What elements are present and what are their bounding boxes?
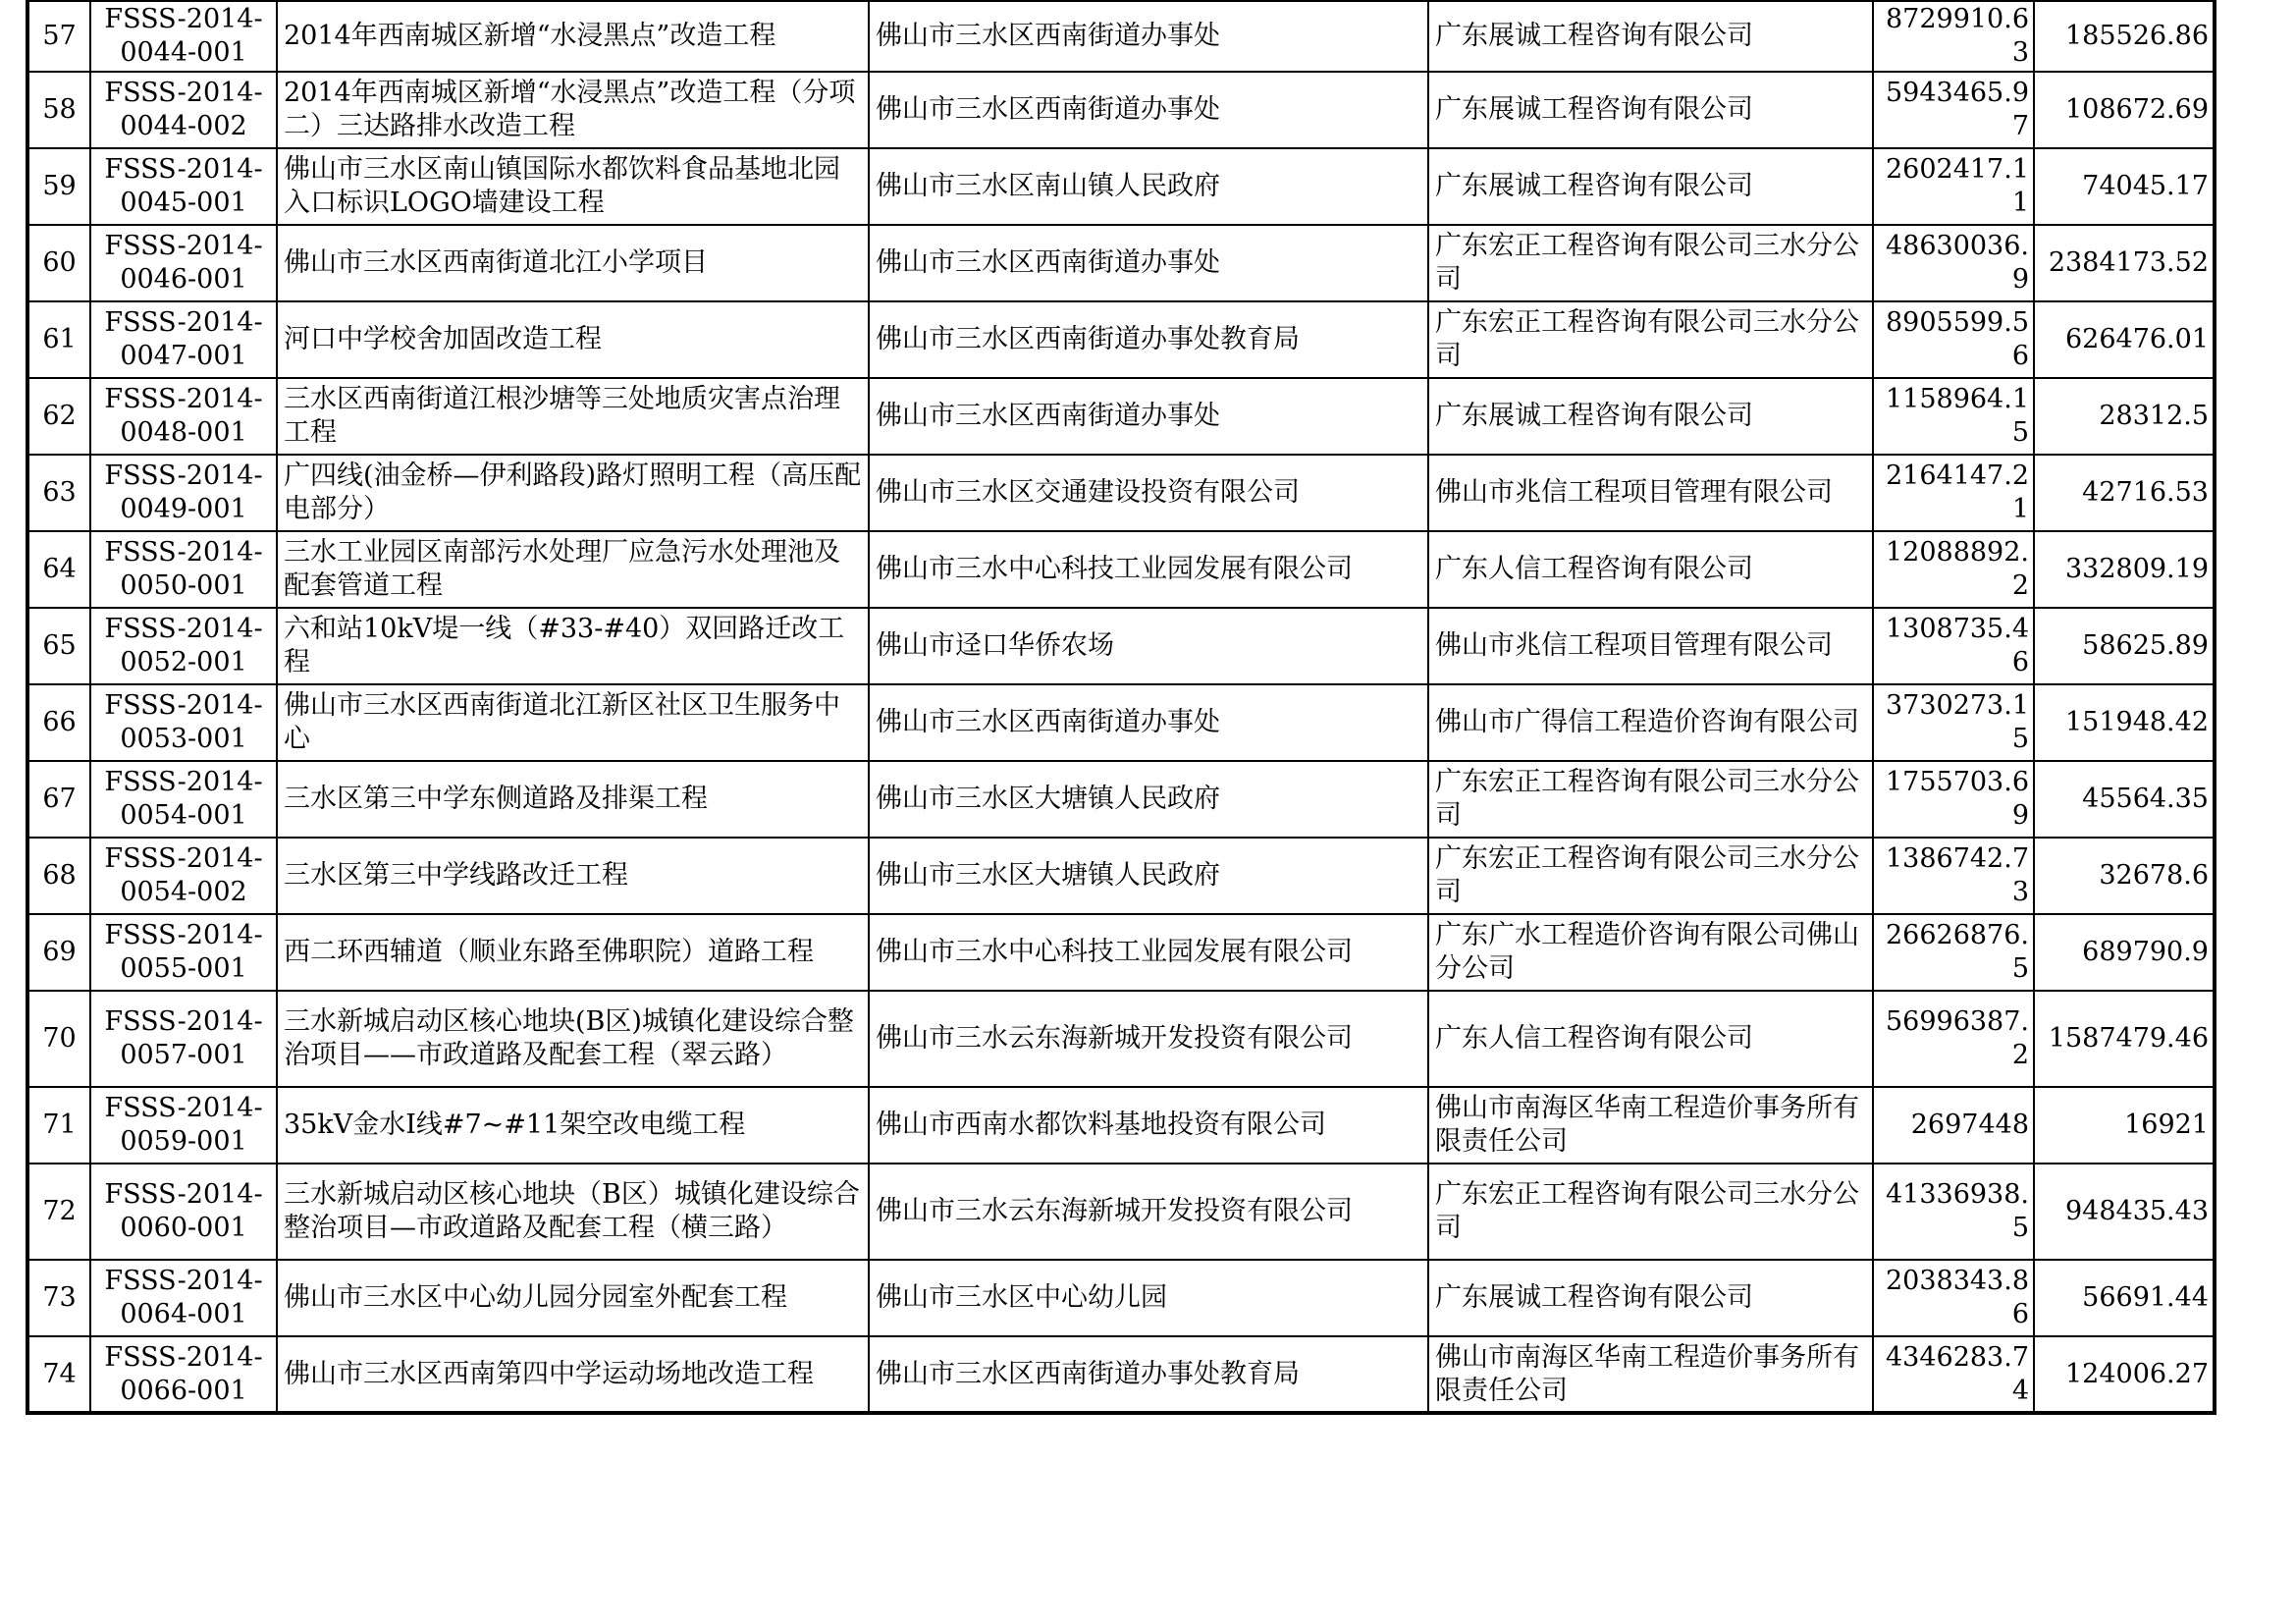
consulting-company: 广东展诚工程咨询有限公司 xyxy=(1428,148,1873,225)
project-code: FSSS-2014-0045-001 xyxy=(90,148,277,225)
project-name: 三水工业园区南部污水处理厂应急污水处理池及配套管道工程 xyxy=(277,531,869,608)
owner-unit: 佛山市三水中心科技工业园发展有限公司 xyxy=(869,531,1428,608)
owner-unit: 佛山市三水区西南街道办事处教育局 xyxy=(869,1336,1428,1413)
project-code: FSSS-2014-0055-001 xyxy=(90,914,277,991)
amount-fee: 45564.35 xyxy=(2034,761,2215,838)
amount-total: 4346283.74 xyxy=(1873,1336,2034,1413)
amount-fee: 42716.53 xyxy=(2034,455,2215,531)
project-name: 三水新城启动区核心地块（B区）城镇化建设综合整治项目—市政道路及配套工程（横三路） xyxy=(277,1164,869,1260)
amount-total: 5943465.97 xyxy=(1873,72,2034,148)
project-name: 佛山市三水区西南街道北江小学项目 xyxy=(277,225,869,301)
row-number: 69 xyxy=(27,914,90,991)
table-body xyxy=(27,1,2215,1413)
row-number: 73 xyxy=(27,1260,90,1336)
project-name: 河口中学校舍加固改造工程 xyxy=(277,301,869,378)
owner-unit: 佛山市三水区西南街道办事处 xyxy=(869,1,1428,72)
owner-unit: 佛山市三水中心科技工业园发展有限公司 xyxy=(869,914,1428,991)
table-row xyxy=(27,914,2215,991)
project-name: 佛山市三水区中心幼儿园分园室外配套工程 xyxy=(277,1260,869,1336)
project-name: 三水区第三中学东侧道路及排渠工程 xyxy=(277,761,869,838)
row-number: 63 xyxy=(27,455,90,531)
project-code: FSSS-2014-0046-001 xyxy=(90,225,277,301)
project-code: FSSS-2014-0054-002 xyxy=(90,838,277,914)
owner-unit: 佛山市三水区大塘镇人民政府 xyxy=(869,838,1428,914)
project-name: 35kV金水I线#7~#11架空改电缆工程 xyxy=(277,1087,869,1164)
amount-total: 1308735.46 xyxy=(1873,608,2034,684)
row-number: 67 xyxy=(27,761,90,838)
consulting-company: 广东展诚工程咨询有限公司 xyxy=(1428,1,1873,72)
consulting-company: 佛山市兆信工程项目管理有限公司 xyxy=(1428,455,1873,531)
table-row xyxy=(27,838,2215,914)
row-number: 59 xyxy=(27,148,90,225)
amount-fee: 74045.17 xyxy=(2034,148,2215,225)
row-number: 74 xyxy=(27,1336,90,1413)
amount-fee: 56691.44 xyxy=(2034,1260,2215,1336)
table-row xyxy=(27,1164,2215,1260)
owner-unit: 佛山市三水区南山镇人民政府 xyxy=(869,148,1428,225)
amount-total: 12088892.2 xyxy=(1873,531,2034,608)
table-row xyxy=(27,301,2215,378)
amount-total: 8905599.56 xyxy=(1873,301,2034,378)
owner-unit: 佛山市三水区西南街道办事处 xyxy=(869,72,1428,148)
project-code: FSSS-2014-0049-001 xyxy=(90,455,277,531)
project-name: 六和站10kV堤一线（#33-#40）双回路迁改工程 xyxy=(277,608,869,684)
table-row xyxy=(27,1087,2215,1164)
consulting-company: 广东宏正工程咨询有限公司三水分公司 xyxy=(1428,761,1873,838)
table-row xyxy=(27,1,2215,72)
row-number: 57 xyxy=(27,1,90,72)
owner-unit: 佛山市三水云东海新城开发投资有限公司 xyxy=(869,1164,1428,1260)
owner-unit: 佛山市三水区大塘镇人民政府 xyxy=(869,761,1428,838)
consulting-company: 广东人信工程咨询有限公司 xyxy=(1428,991,1873,1087)
row-number: 68 xyxy=(27,838,90,914)
consulting-company: 广东宏正工程咨询有限公司三水分公司 xyxy=(1428,838,1873,914)
project-code: FSSS-2014-0044-001 xyxy=(90,1,277,72)
owner-unit: 佛山市三水区西南街道办事处 xyxy=(869,684,1428,761)
amount-fee: 32678.6 xyxy=(2034,838,2215,914)
consulting-company: 佛山市兆信工程项目管理有限公司 xyxy=(1428,608,1873,684)
amount-total: 2602417.11 xyxy=(1873,148,2034,225)
table-row xyxy=(27,1336,2215,1413)
consulting-company: 广东宏正工程咨询有限公司三水分公司 xyxy=(1428,301,1873,378)
owner-unit: 佛山市三水区西南街道办事处 xyxy=(869,378,1428,455)
table-row xyxy=(27,991,2215,1087)
amount-total: 2164147.21 xyxy=(1873,455,2034,531)
row-number: 64 xyxy=(27,531,90,608)
project-name: 广四线(油金桥—伊利路段)路灯照明工程（高压配电部分） xyxy=(277,455,869,531)
consulting-company: 广东宏正工程咨询有限公司三水分公司 xyxy=(1428,1164,1873,1260)
row-number: 72 xyxy=(27,1164,90,1260)
owner-unit: 佛山市西南水都饮料基地投资有限公司 xyxy=(869,1087,1428,1164)
table-row xyxy=(27,72,2215,148)
project-name: 三水区第三中学线路改迁工程 xyxy=(277,838,869,914)
project-name: 2014年西南城区新增“水浸黑点”改造工程（分项二）三达路排水改造工程 xyxy=(277,72,869,148)
amount-fee: 1587479.46 xyxy=(2034,991,2215,1087)
project-code: FSSS-2014-0050-001 xyxy=(90,531,277,608)
amount-fee: 185526.86 xyxy=(2034,1,2215,72)
table-row xyxy=(27,684,2215,761)
table-row xyxy=(27,455,2215,531)
amount-total: 1158964.15 xyxy=(1873,378,2034,455)
owner-unit: 佛山市三水区西南街道办事处 xyxy=(869,225,1428,301)
table-row xyxy=(27,761,2215,838)
owner-unit: 佛山市迳口华侨农场 xyxy=(869,608,1428,684)
consulting-company: 佛山市南海区华南工程造价事务所有限责任公司 xyxy=(1428,1087,1873,1164)
amount-total: 56996387.2 xyxy=(1873,991,2034,1087)
amount-fee: 689790.9 xyxy=(2034,914,2215,991)
project-name: 佛山市三水区西南第四中学运动场地改造工程 xyxy=(277,1336,869,1413)
table-row xyxy=(27,531,2215,608)
consulting-company: 广东广水工程造价咨询有限公司佛山分公司 xyxy=(1428,914,1873,991)
row-number: 66 xyxy=(27,684,90,761)
project-name: 西二环西辅道（顺业东路至佛职院）道路工程 xyxy=(277,914,869,991)
row-number: 65 xyxy=(27,608,90,684)
amount-total: 3730273.15 xyxy=(1873,684,2034,761)
amount-fee: 28312.5 xyxy=(2034,378,2215,455)
owner-unit: 佛山市三水区西南街道办事处教育局 xyxy=(869,301,1428,378)
owner-unit: 佛山市三水区交通建设投资有限公司 xyxy=(869,455,1428,531)
amount-total: 1755703.69 xyxy=(1873,761,2034,838)
project-code: FSSS-2014-0044-002 xyxy=(90,72,277,148)
row-number: 60 xyxy=(27,225,90,301)
amount-total: 1386742.73 xyxy=(1873,838,2034,914)
amount-total: 26626876.5 xyxy=(1873,914,2034,991)
consulting-company: 佛山市广得信工程造价咨询有限公司 xyxy=(1428,684,1873,761)
project-code: FSSS-2014-0059-001 xyxy=(90,1087,277,1164)
project-name: 佛山市三水区西南街道北江新区社区卫生服务中心 xyxy=(277,684,869,761)
project-code: FSSS-2014-0064-001 xyxy=(90,1260,277,1336)
amount-fee: 2384173.52 xyxy=(2034,225,2215,301)
project-code: FSSS-2014-0057-001 xyxy=(90,991,277,1087)
project-name: 三水区西南街道江根沙塘等三处地质灾害点治理工程 xyxy=(277,378,869,455)
project-code: FSSS-2014-0052-001 xyxy=(90,608,277,684)
amount-fee: 332809.19 xyxy=(2034,531,2215,608)
table-row xyxy=(27,148,2215,225)
table-row xyxy=(27,225,2215,301)
amount-total: 41336938.5 xyxy=(1873,1164,2034,1260)
project-name: 2014年西南城区新增“水浸黑点”改造工程 xyxy=(277,1,869,72)
table-row xyxy=(27,378,2215,455)
consulting-company: 广东宏正工程咨询有限公司三水分公司 xyxy=(1428,225,1873,301)
project-name: 佛山市三水区南山镇国际水都饮料食品基地北园入口标识LOGO墙建设工程 xyxy=(277,148,869,225)
project-code: FSSS-2014-0054-001 xyxy=(90,761,277,838)
consulting-company: 广东展诚工程咨询有限公司 xyxy=(1428,378,1873,455)
projects-table xyxy=(26,0,2216,1415)
consulting-company: 广东展诚工程咨询有限公司 xyxy=(1428,1260,1873,1336)
amount-fee: 124006.27 xyxy=(2034,1336,2215,1413)
amount-total: 2038343.86 xyxy=(1873,1260,2034,1336)
row-number: 62 xyxy=(27,378,90,455)
row-number: 61 xyxy=(27,301,90,378)
table-row xyxy=(27,608,2215,684)
row-number: 71 xyxy=(27,1087,90,1164)
amount-total: 48630036.9 xyxy=(1873,225,2034,301)
row-number: 70 xyxy=(27,991,90,1087)
project-code: FSSS-2014-0053-001 xyxy=(90,684,277,761)
row-number: 58 xyxy=(27,72,90,148)
project-name: 三水新城启动区核心地块(B区)城镇化建设综合整治项目——市政道路及配套工程（翠云路） xyxy=(277,991,869,1087)
project-code: FSSS-2014-0060-001 xyxy=(90,1164,277,1260)
project-code: FSSS-2014-0066-001 xyxy=(90,1336,277,1413)
project-code: FSSS-2014-0047-001 xyxy=(90,301,277,378)
amount-total: 2697448 xyxy=(1873,1087,2034,1164)
amount-fee: 151948.42 xyxy=(2034,684,2215,761)
consulting-company: 佛山市南海区华南工程造价事务所有限责任公司 xyxy=(1428,1336,1873,1413)
amount-total: 8729910.63 xyxy=(1873,1,2034,72)
owner-unit: 佛山市三水云东海新城开发投资有限公司 xyxy=(869,991,1428,1087)
consulting-company: 广东人信工程咨询有限公司 xyxy=(1428,531,1873,608)
table-row xyxy=(27,1260,2215,1336)
amount-fee: 108672.69 xyxy=(2034,72,2215,148)
consulting-company: 广东展诚工程咨询有限公司 xyxy=(1428,72,1873,148)
owner-unit: 佛山市三水区中心幼儿园 xyxy=(869,1260,1428,1336)
amount-fee: 626476.01 xyxy=(2034,301,2215,378)
amount-fee: 58625.89 xyxy=(2034,608,2215,684)
amount-fee: 948435.43 xyxy=(2034,1164,2215,1260)
amount-fee: 16921 xyxy=(2034,1087,2215,1164)
project-code: FSSS-2014-0048-001 xyxy=(90,378,277,455)
